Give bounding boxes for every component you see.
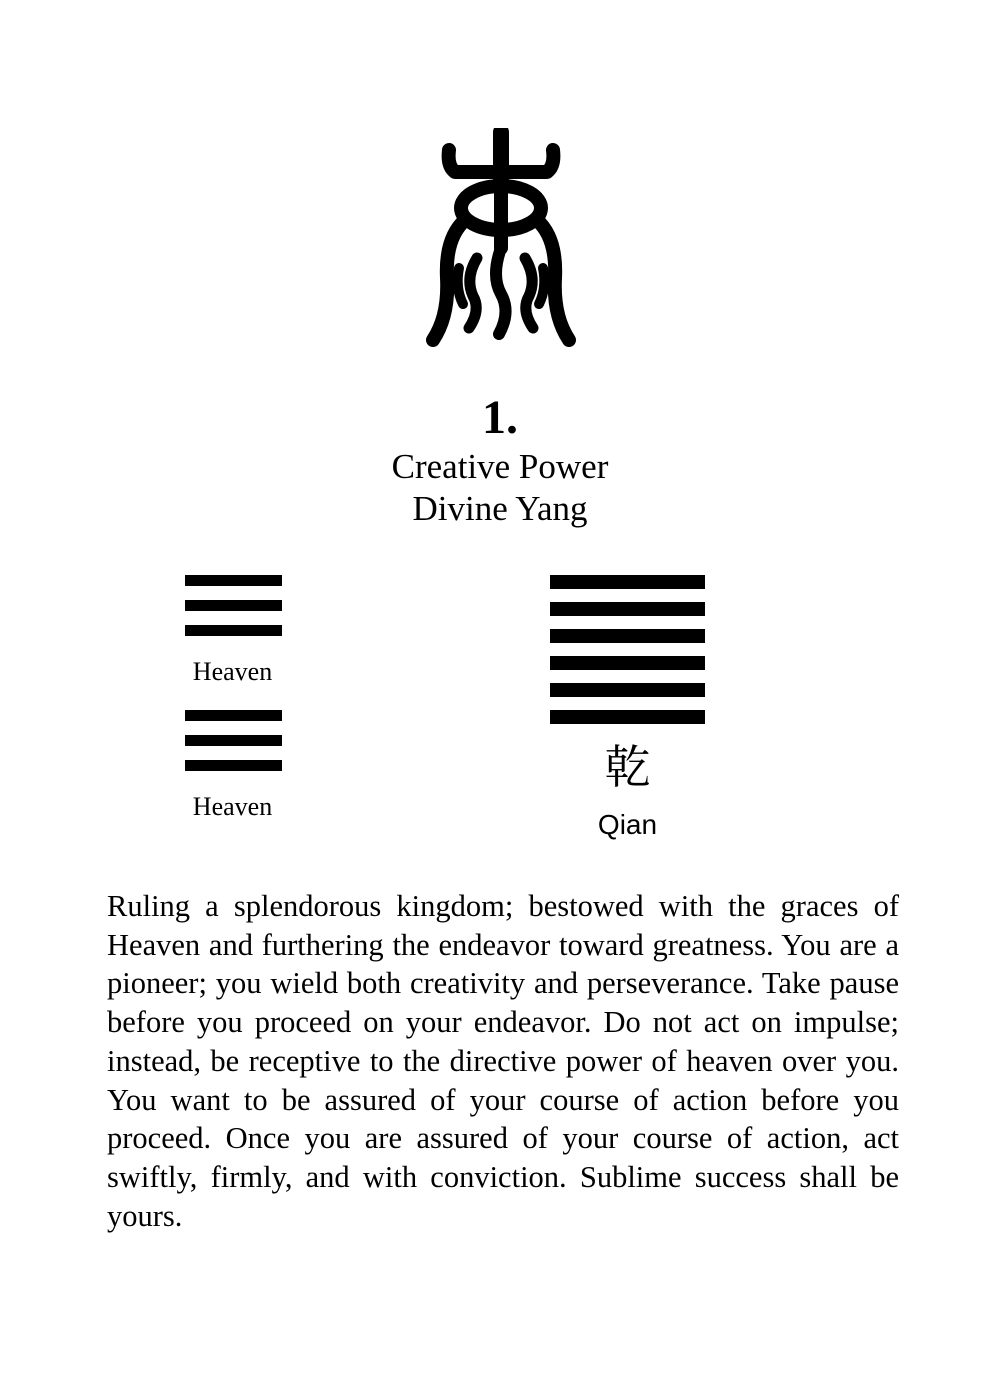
trigram-line-solid xyxy=(185,625,282,636)
hexagram-line-solid xyxy=(550,710,705,724)
trigram-line-solid xyxy=(185,575,282,586)
hexagram-title: Creative Power xyxy=(391,447,609,486)
hexagram-description: Ruling a splendorous kingdom; bestowed with the graces of Heaven and furthering the endeavor toward greatness. You are a pioneer; you wield both creativity and perseverance. Take pause before you proceed on your endeavor. Do not act on impulse; instead, be receptive to the directive power of heaven over you. You want to be assured of your course of action before you proceed. Once you are assured of your course of action, act swiftly, firmly, and with conviction. Sublime success shall be yours. xyxy=(107,889,899,1233)
trigram-line-solid xyxy=(185,735,282,746)
trigram-line-solid xyxy=(185,600,282,611)
hexagram-line-solid xyxy=(550,629,705,643)
lower-trigram xyxy=(185,710,282,771)
hexagram-number: 1. xyxy=(482,391,518,444)
upper-trigram-label: Heaven xyxy=(192,657,273,686)
hexagram-chinese-character: 乾 xyxy=(604,740,651,794)
hexagram-line-solid xyxy=(550,602,705,616)
hexagram-subtitle: Divine Yang xyxy=(412,489,588,528)
trigram-line-solid xyxy=(185,760,282,771)
lower-trigram-label: Heaven xyxy=(192,792,273,821)
upper-trigram xyxy=(185,575,282,636)
hexagram-line-solid xyxy=(550,575,705,589)
hexagram-figure xyxy=(550,575,705,724)
hexagram-line-solid xyxy=(550,656,705,670)
hexagram-name: Qian xyxy=(597,809,658,840)
trigram-line-solid xyxy=(185,710,282,721)
hexagram-line-solid xyxy=(550,683,705,697)
seal-script-character-icon xyxy=(425,128,577,350)
